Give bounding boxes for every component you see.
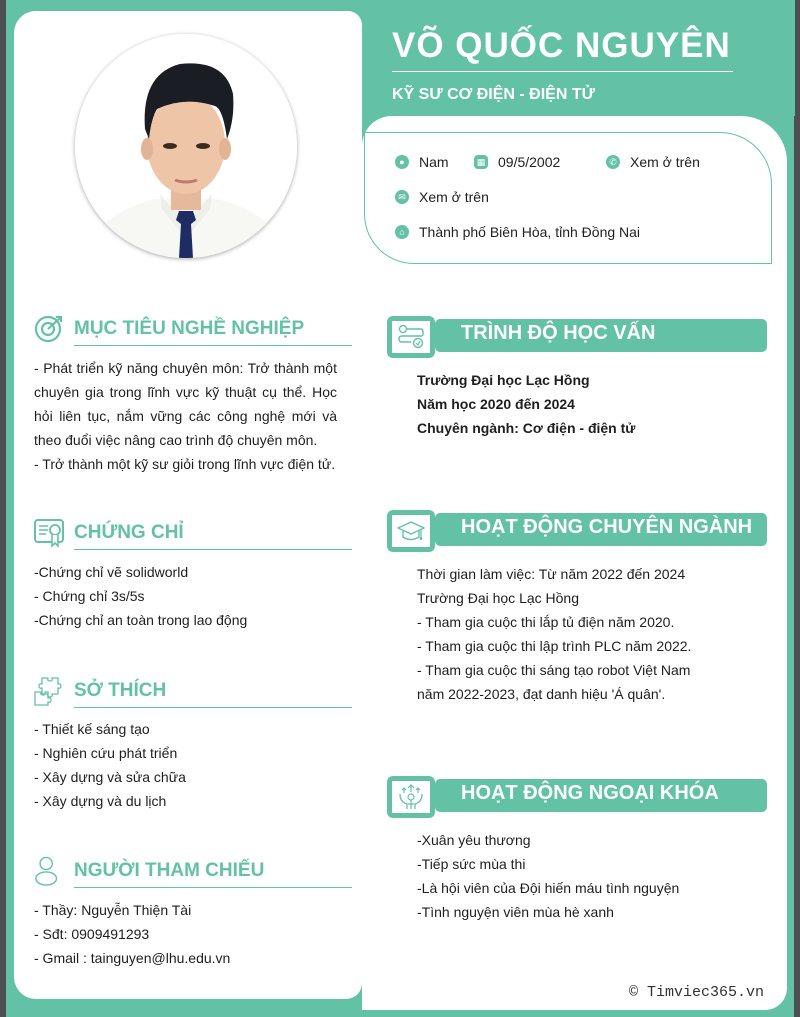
phone-icon: ✆ (606, 155, 620, 169)
job-title: KỸ SƯ CƠ ĐIỆN - ĐIỆN TỬ (392, 86, 595, 103)
extracurricular-list (417, 828, 679, 924)
section-extracurricular-heading (387, 776, 767, 818)
contact-birthdate (474, 154, 560, 170)
window-edge-right (794, 0, 800, 1017)
name-divider (392, 71, 733, 72)
list-item: -Chứng chỉ an toàn trong lao động (34, 612, 248, 628)
list-item: -Xuân yêu thương (417, 832, 531, 848)
professional-list (417, 562, 691, 706)
section-professional-heading (387, 510, 767, 552)
list-item: - Xây dựng và du lịch (34, 793, 167, 809)
list-item: -Tình nguyện viên mùa hè xanh (417, 904, 614, 920)
section-title: HOẠT ĐỘNG CHUYÊN NGÀNH (461, 516, 753, 538)
school-name: Trường Đại học Lạc Hồng (417, 372, 590, 388)
birthdate-value: 09/5/2002 (498, 154, 561, 170)
major: Chuyên ngành: Cơ điện - điện tử (417, 420, 636, 436)
window-edge-left (0, 0, 6, 1017)
email-value: Xem ở trên (419, 189, 489, 205)
section-title: TRÌNH ĐỘ HỌC VẤN (461, 322, 656, 344)
gender-value: Nam (419, 154, 449, 170)
list-item: năm 2022-2023, đạt danh hiệu 'Á quân'. (417, 686, 666, 702)
list-item: -Tiếp sức mùa thi (417, 856, 526, 872)
address-value: Thành phố Biên Hòa, tỉnh Đồng Nai (419, 224, 641, 240)
list-item: Thời gian làm việc: Từ năm 2022 đến 2024 (417, 566, 686, 582)
list-item: - Xây dựng và sửa chữa (34, 769, 186, 785)
section-divider (74, 707, 352, 709)
section-education-heading (387, 316, 767, 358)
section-objective-heading (34, 314, 352, 346)
helping-hands-icon (397, 784, 425, 810)
user-icon: ● (395, 155, 409, 169)
study-years: Năm học 2020 đến 2024 (417, 396, 575, 412)
home-icon: ⌂ (395, 225, 409, 239)
section-references-heading (34, 856, 352, 888)
objective-text (34, 356, 337, 476)
contact-address (395, 224, 640, 240)
graduation-cap-icon (397, 519, 425, 543)
list-item: Trường Đại học Lạc Hồng (417, 590, 579, 606)
section-certificates-heading (34, 518, 352, 550)
contact-phone (606, 154, 700, 170)
certificate-icon (34, 518, 64, 548)
section-hobbies-heading (34, 676, 352, 708)
hobbies-list (34, 717, 186, 813)
list-item: - Tham gia cuộc thi lắp tủ điện năm 2020. (417, 614, 675, 630)
objective-paragraph: - Trở thành một kỹ sư giỏi trong lĩnh vực điện tử. (34, 456, 336, 472)
list-item: -Chứng chỉ vẽ solidworld (34, 564, 189, 580)
heading-icon-box (387, 776, 435, 818)
education-path-icon (397, 324, 425, 350)
watermark: © Timviec365.vn (629, 984, 765, 1001)
puzzle-icon (34, 676, 64, 706)
section-title: NGƯỜI THAM CHIẾU (74, 860, 265, 881)
section-divider (74, 887, 352, 889)
references-list (34, 898, 230, 970)
portrait-photo (75, 34, 297, 258)
list-item: - Gmail : tainguyen@lhu.edu.vn (34, 950, 231, 966)
list-item: - Chứng chỉ 3s/5s (34, 588, 145, 604)
list-item: - Sđt: 0909491293 (34, 926, 150, 942)
avatar (75, 34, 297, 258)
heading-icon-box (387, 510, 435, 552)
target-icon (34, 314, 64, 344)
person-icon (34, 856, 64, 886)
phone-value: Xem ở trên (630, 154, 700, 170)
list-item: - Thầy: Nguyễn Thiện Tài (34, 902, 192, 918)
certificates-list (34, 560, 247, 632)
education-list (417, 368, 635, 440)
list-item: - Nghiên cứu phát triển (34, 745, 178, 761)
section-title: CHỨNG CHỈ (74, 522, 184, 543)
candidate-name: VÕ QUỐC NGUYÊN (392, 26, 731, 65)
section-title: MỤC TIÊU NGHỀ NGHIỆP (74, 318, 305, 339)
list-item: -Là hội viên của Đội hiến máu tình nguyện (417, 880, 680, 896)
section-divider (74, 549, 352, 551)
section-title: SỞ THÍCH (74, 680, 167, 701)
list-item: - Tham gia cuộc thi sáng tạo robot Việt Nam (417, 662, 691, 678)
objective-paragraph: - Phát triển kỹ năng chuyên môn: Trở thành một chuyên gia trong lĩnh vực kỹ thuật cụ thể. Học hỏi liên tục, nắm vững các công nghệ mới và theo đuổi việc nâng cao trình độ chuyên môn. (34, 360, 337, 448)
list-item: - Tham gia cuộc thi lập trình PLC năm 2022. (417, 638, 692, 654)
contact-gender (395, 154, 449, 170)
list-item: - Thiết kế sáng tạo (34, 721, 150, 737)
heading-icon-box (387, 316, 435, 358)
contact-email (395, 189, 489, 205)
section-divider (74, 345, 352, 347)
section-title: HOẠT ĐỘNG NGOẠI KHÓA (461, 782, 719, 804)
calendar-icon: ▦ (474, 155, 488, 169)
envelope-icon: ✉ (395, 190, 409, 204)
